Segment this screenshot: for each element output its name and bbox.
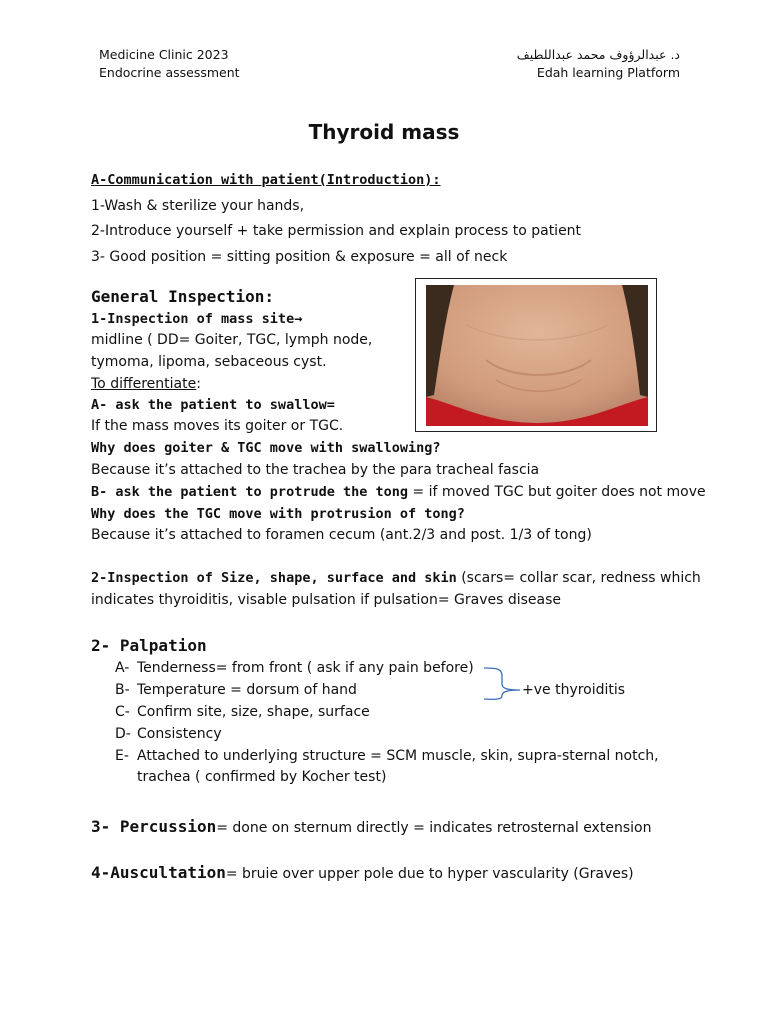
protrude-line: [91, 481, 706, 503]
question-protrusion: Why does the TGC move with protrusion of tong?: [91, 506, 465, 522]
header-right-line1: د. عبدالرؤوف محمد عبداللطيف: [516, 47, 680, 62]
differentiate-label: [91, 373, 201, 395]
palpation-letter-c: C-: [115, 704, 130, 720]
swallow-heading: A- ask the patient to swallow=: [91, 397, 335, 413]
inspection-size-line: [91, 567, 701, 589]
protrude-text: = if moved TGC but goiter does not move: [407, 484, 706, 500]
answer-protrusion: Because it’s attached to foramen cecum (ant.2/3 and post. 1/3 of tong): [91, 527, 592, 543]
differentiate-text: To differentiate: [91, 376, 197, 392]
header-right-line2: Edah learning Platform: [536, 65, 680, 80]
palpation-letter-e: E-: [115, 748, 129, 764]
palpation-item-b: [115, 679, 357, 701]
palpation-text-b: Temperature = dorsum of hand: [137, 682, 357, 698]
neck-photo: [426, 285, 648, 426]
palpation-item-a: [115, 657, 474, 679]
inspection-mass-site-heading: 1-Inspection of mass site→: [91, 311, 303, 327]
percussion-heading: 3- Percussion: [91, 817, 217, 836]
section-a-heading: A-Communication with patient(Introduction):: [91, 172, 441, 188]
protrude-heading: B- ask the patient to protrude the tong: [91, 484, 408, 500]
section-a-item-3: 3- Good position = sitting position & exposure = all of neck: [91, 249, 508, 265]
auscultation-text: = bruie over upper pole due to hyper vascularity (Graves): [225, 866, 634, 882]
general-inspection-heading: General Inspection:: [91, 287, 275, 306]
palpation-letter-a: A-: [115, 660, 130, 676]
thyroiditis-note: +ve thyroiditis: [522, 682, 626, 698]
palpation-item-e: [115, 745, 659, 767]
header-left-line2: Endocrine assessment: [99, 65, 240, 80]
palpation-item-d: [115, 723, 222, 745]
palpation-text-a: Tenderness= from front ( ask if any pain before): [137, 660, 474, 676]
palpation-item-c: [115, 701, 370, 723]
percussion-line: [91, 816, 651, 839]
palpation-text-d: Consistency: [137, 726, 222, 742]
inspection-size-text2: indicates thyroiditis, visable pulsation if pulsation= Graves disease: [91, 592, 562, 608]
palpation-letter-d: D-: [115, 726, 131, 742]
header-left-line1: Medicine Clinic 2023: [99, 47, 229, 62]
swallow-text: If the mass moves its goiter or TGC.: [91, 418, 344, 434]
neck-photo-frame: [415, 278, 657, 432]
auscultation-heading: 4-Auscultation: [91, 863, 226, 882]
palpation-heading: 2- Palpation: [91, 636, 207, 655]
inspection-mass-site-line2: tymoma, lipoma, sebaceous cyst.: [91, 354, 327, 370]
question-swallowing: Why does goiter & TGC move with swallowing?: [91, 440, 441, 456]
section-a-item-1: 1-Wash & sterilize your hands,: [91, 198, 305, 214]
percussion-text: = done on sternum directly = indicates retrosternal extension: [216, 820, 652, 836]
differentiate-colon: :: [196, 376, 201, 392]
auscultation-line: [91, 862, 634, 885]
inspection-mass-site-line1: midline ( DD= Goiter, TGC, lymph node,: [91, 332, 373, 348]
answer-swallowing: Because it’s attached to the trachea by the para tracheal fascia: [91, 462, 540, 478]
palpation-item-e-cont: trachea ( confirmed by Kocher test): [137, 769, 387, 785]
page-title: Thyroid mass: [308, 120, 460, 144]
palpation-text-e: Attached to underlying structure = SCM muscle, skin, supra-sternal notch,: [137, 748, 659, 764]
palpation-letter-b: B-: [115, 682, 130, 698]
inspection-size-text1: (scars= collar scar, redness which: [456, 570, 701, 586]
palpation-text-c: Confirm site, size, shape, surface: [137, 704, 370, 720]
section-a-item-2: 2-Introduce yourself + take permission and explain process to patient: [91, 223, 582, 239]
inspection-size-heading: 2-Inspection of Size, shape, surface and skin: [91, 570, 457, 586]
